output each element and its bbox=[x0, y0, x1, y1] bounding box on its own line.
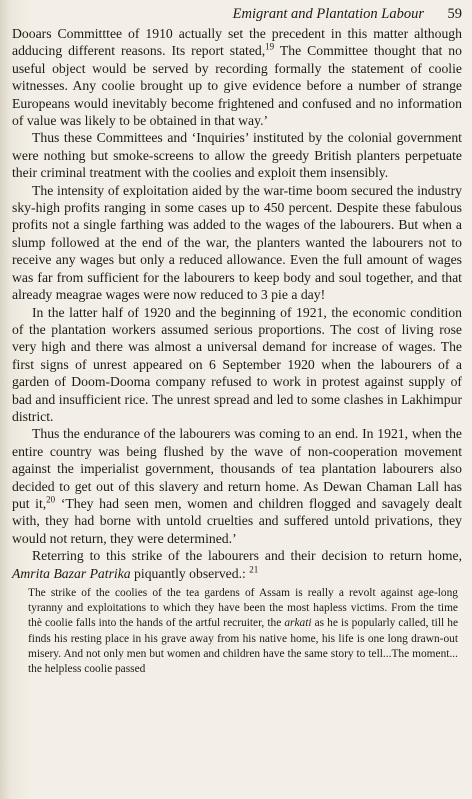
paragraph-5-text-cont: ‘They had seen men, women and children flogged and savagely dealt with, they had borne with untold cruelties and suffered untold privations, they would not return, they were determined.’ bbox=[12, 495, 462, 546]
footnote-ref-20: 20 bbox=[46, 494, 56, 505]
paragraph-6-text: Reterring to this strike of the labourers and their decision to return home, bbox=[32, 548, 462, 564]
page-header bbox=[12, 4, 462, 24]
paragraph-1 bbox=[12, 25, 462, 129]
paragraph-6-text-cont: piquantly observed.: bbox=[130, 565, 250, 581]
footnote-ref-19: 19 bbox=[265, 41, 275, 52]
block-quote bbox=[28, 586, 458, 677]
newspaper-title: Amrita Bazar Patrika bbox=[12, 565, 131, 581]
page-number: 59 bbox=[447, 6, 462, 22]
paragraph-1-text: Dooars Committtee of 1910 actually set the precedent in this matter although adducing different reasons. Its report stated, bbox=[12, 26, 462, 59]
paragraph-1-text-cont: The Committee thought that no useful object would be served by recording formally the statement of coolie witnesses. Any coolie brought up to give evidence before a number of strange Europeans would inevitably become frightened and confused and no information of value was likely to be obtained in that way.’ bbox=[12, 43, 462, 129]
paragraph-4: In the latter half of 1920 and the beginning of 1921, the economic condition of the plantation workers assumed serious proportions. The cost of living rose very high and there was almost a universal demand for increase of wages. The first signs of unrest appeared on 6 September 1920 when the labourers of a garden of Doom-Dooma company refused to work in protest against supply of bad and insufficient rice. The unrest spread and led to some clashes in Lakhimpur district. bbox=[12, 304, 462, 424]
block-quote-text: The strike of the coolies of the tea gardens of Assam is really a revolt against age-long tyranny and exploitations to which they have been the most hapless victims. From the time thè coolie falls into the hands of the artful recruiter, the bbox=[28, 587, 458, 630]
paragraph-5 bbox=[12, 425, 462, 547]
running-head: Emigrant and Plantation Labour bbox=[232, 6, 424, 22]
paragraph-2: Thus these Committees and ‘Inquiries’ instituted by the colonial government were nothing but smoke-screens to allow the greedy British planters perpetuate their criminal treatment with the coolies and exploit them insensibly. bbox=[12, 130, 462, 181]
block-quote-text-cont: as he is popularly called, till he finds his resting place in his grave away from his native home, his life is one long drawn-out misery. And not only men but women and children have the same story to tell...The moment... the helpless coolie passed bbox=[28, 617, 459, 676]
paragraph-3: The intensity of exploitation aided by the war-time boom secured the industry sky-high profits ranging in some cases up to 450 percent. Despite these fabulous profits not a single farthing was added to the wages of the labourers. But when a slump followed at the end of the war, the planters wanted the labourers not to receive any wages but only a reduced allowance. Even the full amount of wages was far from sufficient for the labourers to keep body and soul together, and that already meagrae wages were now reduced to 3 pie a day! bbox=[12, 182, 462, 303]
paragraph-6 bbox=[12, 547, 462, 582]
term-arkati: arkati bbox=[284, 617, 312, 630]
footnote-ref-21: 21 bbox=[249, 564, 259, 575]
paragraph-5-text: Thus the endurance of the labourers was coming to an end. In 1921, when the entire country was being flushed by the wave of non-cooperation movement against the imperialist government, thousands of tea plantation labourers also decided to get out of this slavery and return home. As Dewan Chaman Lall has put it, bbox=[12, 426, 462, 511]
